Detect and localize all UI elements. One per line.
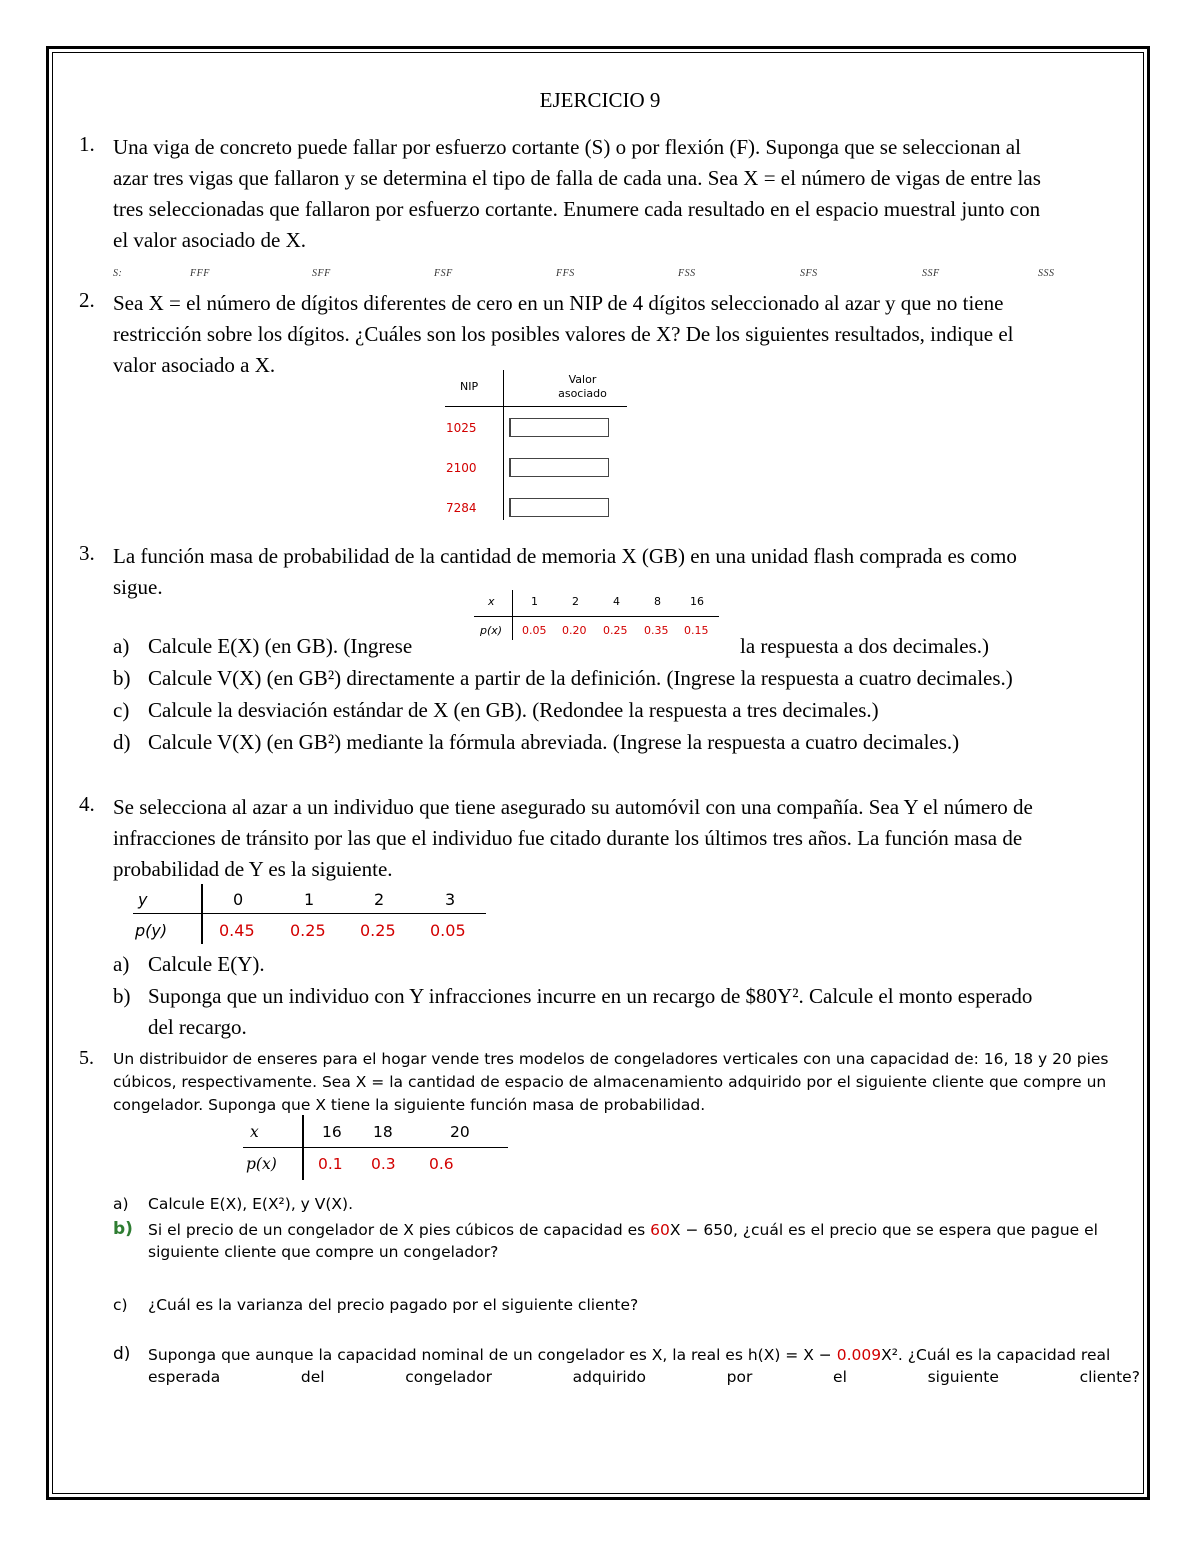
table-divider: [445, 406, 627, 407]
page-border-inner: [52, 52, 1144, 1494]
q4-line: probabilidad de Y es la siguiente.: [113, 857, 393, 881]
page-title: EJERCICIO 9: [539, 88, 661, 112]
item-label: b): [113, 666, 131, 690]
item-text: del recargo.: [148, 1015, 247, 1039]
x-label: x: [250, 1123, 259, 1141]
q1-number: 1.: [79, 132, 95, 156]
answer-input[interactable]: [509, 498, 609, 517]
x-label: x: [488, 595, 495, 608]
word: congelador: [405, 1368, 492, 1386]
nip-value: 7284: [446, 501, 477, 515]
p-value: 0.25: [360, 921, 396, 940]
q2-line: Sea X = el número de dígitos diferentes de cero en un NIP de 4 dígitos seleccionado al azar y que no tiene: [113, 291, 1004, 315]
nip-header: NIP: [460, 380, 479, 393]
item-text: [148, 1221, 1098, 1239]
item-label: b): [113, 1219, 133, 1239]
item-label: d): [113, 730, 131, 754]
nip-value: 2100: [446, 461, 477, 475]
item-text: Calcule E(X), E(X²), y V(X).: [148, 1195, 354, 1213]
item-text: Calcule la desviación estándar de X (en GB). (Redondee la respuesta a tres decimales.): [148, 698, 879, 722]
item-text-part: Si el precio de un congelador de X pies cúbicos de capacidad es: [148, 1221, 646, 1239]
outcome-item: SFF: [312, 268, 331, 279]
item-text-justified: [148, 1368, 1140, 1386]
item-label: a): [113, 952, 130, 976]
outcome-item: SFS: [800, 268, 818, 279]
outcome-item: FFS: [556, 268, 575, 279]
outcome-item: SSS: [1038, 268, 1055, 279]
item-text: Calcule E(Y).: [148, 952, 265, 976]
p-value: 0.1: [318, 1155, 343, 1173]
item-text: Calcule V(X) (en GB²) mediante la fórmula abreviada. (Ingrese la respuesta a cuatro decimales.): [148, 730, 960, 754]
item-text: la respuesta a dos decimales.): [740, 634, 989, 658]
q2-line: valor asociado a X.: [113, 353, 276, 377]
table-divider: [201, 884, 203, 944]
y-value: 1: [304, 890, 315, 909]
table-divider: [512, 590, 513, 640]
p-label: p(y): [135, 921, 168, 940]
x-value: 2: [572, 595, 579, 608]
q3-line: La función masa de probabilidad de la cantidad de memoria X (GB) en una unidad flash comprada es como: [113, 544, 1017, 568]
item-text-part: Suponga que aunque la capacidad nominal de un congelador es X, la real es h(X) = X −: [148, 1346, 832, 1364]
q4-line: Se selecciona al azar a un individuo que tiene asegurado su automóvil con una compañía. Sea Y el número de: [113, 795, 1033, 819]
item-text: [148, 1346, 1110, 1364]
p-value: 0.25: [603, 624, 628, 637]
p-label: p(x): [246, 1155, 277, 1173]
item-text: Calcule E(X) (en GB). (Ingrese: [148, 634, 413, 658]
p-value: 0.35: [644, 624, 669, 637]
nip-value: 1025: [446, 421, 477, 435]
item-text: ¿Cuál es la varianza del precio pagado por el siguiente cliente?: [148, 1296, 639, 1314]
item-label: d): [113, 1344, 131, 1364]
item-label: a): [113, 1195, 129, 1213]
item-text: Suponga que un individuo con Y infracciones incurre en un recargo de $80Y². Calcule el monto esperado: [148, 984, 1033, 1008]
table-divider: [133, 913, 486, 914]
p-value: 0.25: [290, 921, 326, 940]
word: cliente?: [1079, 1368, 1140, 1386]
outcome-item: FSF: [434, 268, 453, 279]
item-label: c): [113, 698, 130, 722]
item-label: b): [113, 984, 131, 1008]
outcome-label: S:: [113, 268, 123, 279]
item-text-part: X². ¿Cuál es la capacidad real: [881, 1346, 1111, 1364]
word: por: [726, 1368, 753, 1386]
p-value: 0.05: [522, 624, 547, 637]
x-value: 1: [531, 595, 538, 608]
q2-line: restricción sobre los dígitos. ¿Cuáles son los posibles valores de X? De los siguientes resultados, indique el: [113, 322, 1014, 346]
x-value: 16: [322, 1123, 342, 1141]
y-value: 3: [445, 890, 456, 909]
p-value: 0.3: [371, 1155, 396, 1173]
x-value: 18: [373, 1123, 393, 1141]
answer-input[interactable]: [509, 418, 609, 437]
value-header-line: asociado: [558, 387, 607, 400]
x-value: 20: [450, 1123, 470, 1141]
p-value: 0.15: [684, 624, 709, 637]
q1-line: tres seleccionadas que fallaron por esfuerzo cortante. Enumere cada resultado en el espacio muestral junto con: [113, 197, 1041, 221]
table-divider: [503, 370, 504, 520]
x-value: 8: [654, 595, 661, 608]
q3-line: sigue.: [113, 575, 163, 599]
p-value: 0.05: [430, 921, 466, 940]
word: el: [833, 1368, 847, 1386]
item-text: siguiente cliente que compre un congelador?: [148, 1243, 499, 1261]
outcome-item: FFF: [190, 268, 210, 279]
value-header-line: Valor: [568, 373, 597, 386]
word: esperada: [148, 1368, 221, 1386]
price-coefficient: 60: [650, 1221, 670, 1239]
table-divider: [243, 1147, 508, 1148]
p-value: 0.45: [219, 921, 255, 940]
q5-number: 5.: [79, 1047, 94, 1069]
q3-number: 3.: [79, 541, 95, 565]
q1-line: Una viga de concreto puede fallar por esfuerzo cortante (S) o por flexión (F). Suponga que se seleccionan al: [113, 135, 1021, 159]
p-label: p(x): [480, 624, 503, 637]
word: del: [300, 1368, 325, 1386]
answer-input[interactable]: [509, 458, 609, 477]
word: siguiente: [927, 1368, 999, 1386]
item-text: Calcule V(X) (en GB²) directamente a partir de la definición. (Ingrese la respuesta a cuatro decimales.): [148, 666, 1013, 690]
q1-line: azar tres vigas que fallaron y se determina el tipo de falla de cada una. Sea X = el número de vigas de entre las: [113, 166, 1041, 190]
q4-number: 4.: [79, 792, 95, 816]
p-value: 0.6: [429, 1155, 454, 1173]
x-value: 16: [690, 595, 704, 608]
capacity-coefficient: 0.009: [836, 1346, 882, 1364]
y-label: y: [138, 890, 148, 909]
outcome-item: FSS: [678, 268, 696, 279]
item-label: c): [113, 1296, 128, 1314]
q1-line: el valor asociado de X.: [113, 228, 307, 252]
q2-number: 2.: [79, 288, 95, 312]
word: adquirido: [572, 1368, 646, 1386]
y-value: 2: [374, 890, 385, 909]
p-value: 0.20: [562, 624, 587, 637]
item-text-part: X − 650, ¿cuál es el precio que se espera que pague el: [669, 1221, 1098, 1239]
table-divider: [474, 616, 719, 617]
y-value: 0: [233, 890, 244, 909]
x-value: 4: [613, 595, 620, 608]
value-header: [540, 373, 625, 401]
item-label: a): [113, 634, 130, 658]
q5-text: Un distribuidor de enseres para el hogar vende tres modelos de congeladores verticales con una capacidad de: 16, 18 y 20 pies cúbicos, respectivamente. Sea X = la cantidad de espacio de almacenamiento adquirido por el siguiente cliente que compre un congelador. Suponga que X tiene la siguiente función masa de probabilidad.: [113, 1050, 1109, 1114]
q4-line: infracciones de tránsito por las que el individuo fue citado durante los últimos tres años. La función masa de: [113, 826, 1023, 850]
outcome-item: SSF: [922, 268, 940, 279]
